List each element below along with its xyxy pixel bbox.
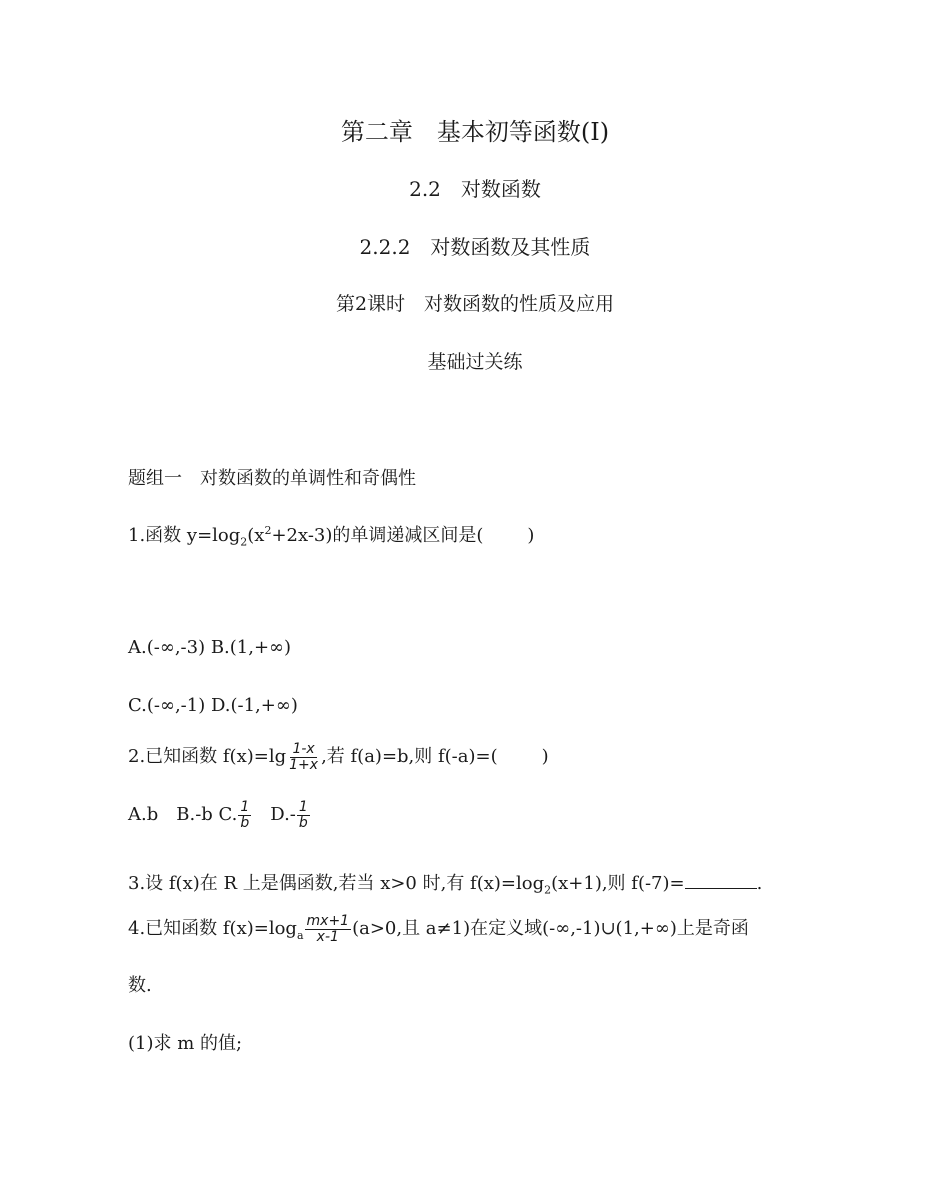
question-4-continued: 数. (128, 975, 152, 996)
question-2: 2.已知函数 f(x)=lg $\frac{1-x}{1+x}$ ,若 f(a)=b,则 f(-a)=( ) (128, 741, 549, 773)
fraction: $\frac{1}{b}$ (240, 799, 250, 831)
question-2-options: A.b B.-b C. $\frac{1}{b}$ D.- $\frac{1}{b}$ (128, 799, 308, 831)
fraction: $\frac{1}{b}$ (298, 799, 308, 831)
question-group-heading: 题组一 对数函数的单调性和奇偶性 (128, 468, 416, 489)
answer-blank[interactable] (685, 872, 757, 889)
question-1-options-ab: A.(-∞,-3) B.(1,+∞) (128, 637, 292, 658)
fraction: $\frac{1-x}{1+x}$ (289, 741, 319, 773)
fraction: $\frac{mx+1}{x-1}$ (306, 913, 350, 945)
chapter-title: 第二章 基本初等函数(Ⅰ) (340, 118, 610, 146)
question-4-part-1: (1)求 m 的值; (128, 1033, 243, 1054)
question-1-options-cd: C.(-∞,-1) D.(-1,+∞) (128, 695, 298, 716)
question-4: 4.已知函数 $f(x)=\log_a$ $\frac{mx+1}{x-1}$ (a>0,且 a≠1)在定义域(-∞,-1)∪(1,+∞)上是奇函 (128, 913, 749, 945)
subsection-title: 2.2.2 对数函数及其性质 (359, 235, 591, 259)
lesson-title: 第2课时 对数函数的性质及应用 (335, 293, 615, 315)
practice-title: 基础过关练 (427, 351, 523, 373)
question-3: 3.设 f(x)在 R 上是偶函数,若当 x>0 时,有 $f(x)=\log_2(x+1)$,则 f(-7)= . (128, 873, 763, 897)
section-title: 2.2 对数函数 (409, 177, 541, 201)
question-1: 1.函数 $y=\log_2(x^2+2x-3)$的单调递减区间是( ) (128, 524, 535, 549)
